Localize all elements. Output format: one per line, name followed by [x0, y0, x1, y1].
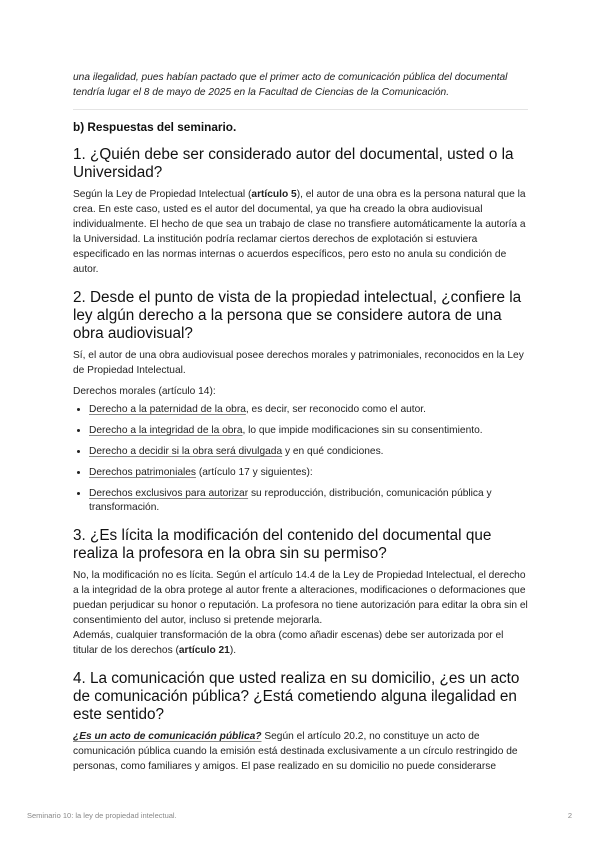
question-3-title: 3. ¿Es lícita la modificación del contenido del documental que realiza la profesora en la obra sin su permiso?: [73, 527, 492, 562]
list-item: • Derecho a la paternidad de la obra, es decir, ser reconocido como el autor.: [89, 403, 528, 417]
intro-paragraph: una ilegalidad, pues habían pactado que el primer acto de comunicación pública del documental tendría lugar el 8 de mayo de 2025 en la Facultad de Ciencias de la Comunicación.: [73, 72, 508, 98]
list-item: • Derechos patrimoniales (artículo 17 y siguientes):: [89, 466, 528, 480]
question-4-answer: ¿Es un acto de comunicación pública? Según el artículo 20.2, no constituye un acto de comunicación pública cuando la emisión está destinada exclusivamente a un círculo restringido de personas, como familiares y amigos. El pase realizado en su domicilio no puede considerarse: [73, 731, 518, 772]
question-2-moral-rights-label: Derechos morales (artículo 14):: [73, 386, 216, 397]
footer-title: Seminario 10: la ley de propiedad intelectual.: [27, 811, 177, 820]
question-3-answer-2: Además, cualquier transformación de la obra (como añadir escenas) debe ser autorizada por el titular de los derechos (artículo 21).: [73, 630, 504, 656]
question-4-title: 4. La comunicación que usted realiza en su domicilio, ¿es un acto de comunicación pública? ¿Está cometiendo alguna ilegalidad en este sentido?: [73, 670, 520, 723]
document-page: [73, 70, 528, 786]
question-4: [73, 670, 528, 774]
question-2: [73, 289, 528, 515]
divider: [73, 109, 528, 110]
question-2-paragraph: Sí, el autor de una obra audiovisual posee derechos morales y patrimoniales, reconocidos en la Ley de Propiedad Intelectual.: [73, 350, 524, 376]
question-3: [73, 527, 528, 658]
question-2-title: 2. Desde el punto de vista de la propiedad intelectual, ¿confiere la ley algún derecho a la persona que se considere autora de una obra audiovisual?: [73, 289, 522, 342]
page-footer: [27, 811, 572, 820]
rights-list: [73, 403, 528, 515]
list-item: • Derechos exclusivos para autorizar su reproducción, distribución, comunicación pública y transformación.: [89, 487, 528, 515]
page-number: 2: [567, 811, 572, 820]
question-1-title: 1. ¿Quién debe ser considerado autor del documental, usted o la Universidad?: [73, 146, 514, 181]
question-3-answer: No, la modificación no es lícita. Según el artículo 14.4 de la Ley de Propiedad Intelectual, el derecho a la integridad de la obra protege al autor frente a alteraciones, modificaciones o deformaciones que puedan perjudicar su honor o reputación. La profesora no tiene autorización para editar la obra sin el consentimiento del autor, incluso si pretende mejorarla.: [73, 570, 528, 626]
list-item: • Derecho a decidir si la obra será divulgada y en qué condiciones.: [89, 445, 528, 459]
question-1: [73, 146, 528, 277]
question-1-answer: Según la Ley de Propiedad Intelectual (artículo 5), el autor de una obra es la persona natural que la crea. En este caso, usted es el autor del documental, ya que ha creado la obra audiovisual individualmente. El hecho de que sea un trabajo de clase no transfiere automáticamente la autoría a la Universidad. La institución podría reclamar ciertos derechos de explotación si estuviera especificado en las normas internas o acuerdos específicos, pero esto no anula su condición de autor.: [73, 189, 526, 275]
section-subheading: b) Respuestas del seminario.: [73, 120, 237, 134]
list-item: • Derecho a la integridad de la obra, lo que impide modificaciones sin su consentimiento.: [89, 424, 528, 438]
